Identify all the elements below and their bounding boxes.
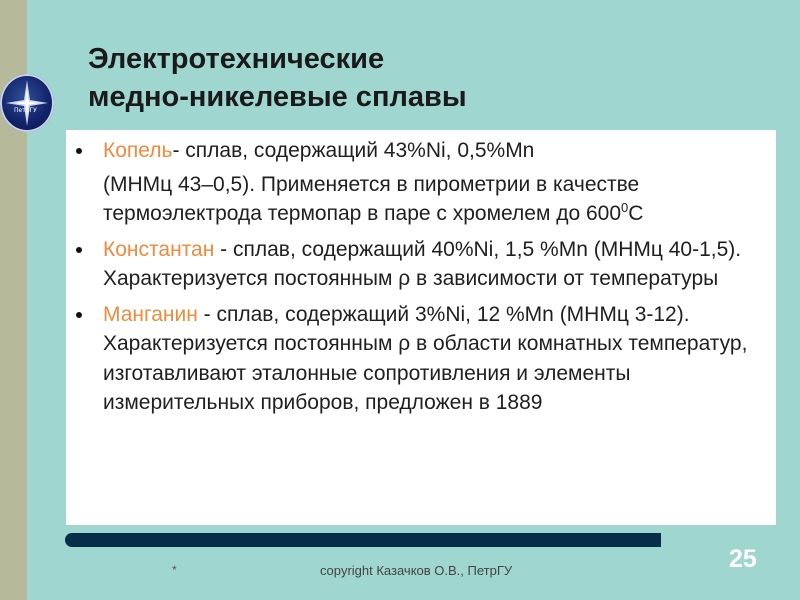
star-icon (0, 74, 54, 132)
title-line-1: Электротехнические (88, 43, 385, 75)
item-first-line (103, 136, 766, 166)
logo-text: ПетрГУ (14, 107, 37, 114)
item-text: - сплав, содержащий 3%Ni, 12 %Mn (МНМц 3-12). Характеризуется постоянным ρ в области комнатных температур, изготавливают эталонные сопротивления и элементы измерительных приборов, предложен в 1889 (103, 302, 748, 414)
term-manganin: Манганин (103, 302, 198, 326)
bottom-decor-bar (65, 533, 661, 547)
list-item-konstantan (66, 235, 776, 294)
item-text-tail: С (628, 202, 644, 225)
item-text-first: - сплав, содержащий 43%Ni, 0,5%Mn (172, 139, 535, 162)
page-number: 25 (729, 545, 757, 573)
footer-copyright: copyright Казачков О.В., ПетрГУ (320, 563, 513, 578)
term-konstantan: Константан (103, 237, 215, 261)
alloy-list (66, 130, 776, 418)
superscript: 0 (621, 200, 629, 215)
bullet-icon (76, 312, 82, 318)
bullet-icon (76, 247, 82, 253)
slide-title (88, 40, 768, 116)
content-box (66, 130, 776, 525)
item-text: - сплав, содержащий 40%Ni, 1,5 %Mn (МНМц 40-1,5). Характеризуется постоянным ρ в зависимости от температуры (103, 237, 742, 290)
list-item-kopel (66, 130, 776, 229)
footer-star: * (172, 563, 177, 577)
term-kopel: Копель (103, 139, 173, 162)
title-line-2: медно-никелевые сплавы (88, 81, 467, 113)
petrgu-logo (0, 74, 54, 132)
list-item-manganin (66, 300, 776, 418)
bullet-icon (76, 148, 82, 154)
item-text-body: (МНМц 43–0,5). Применяется в пирометрии в качестве термоэлектрода термопар в паре с хромелем до 600 (103, 172, 640, 225)
